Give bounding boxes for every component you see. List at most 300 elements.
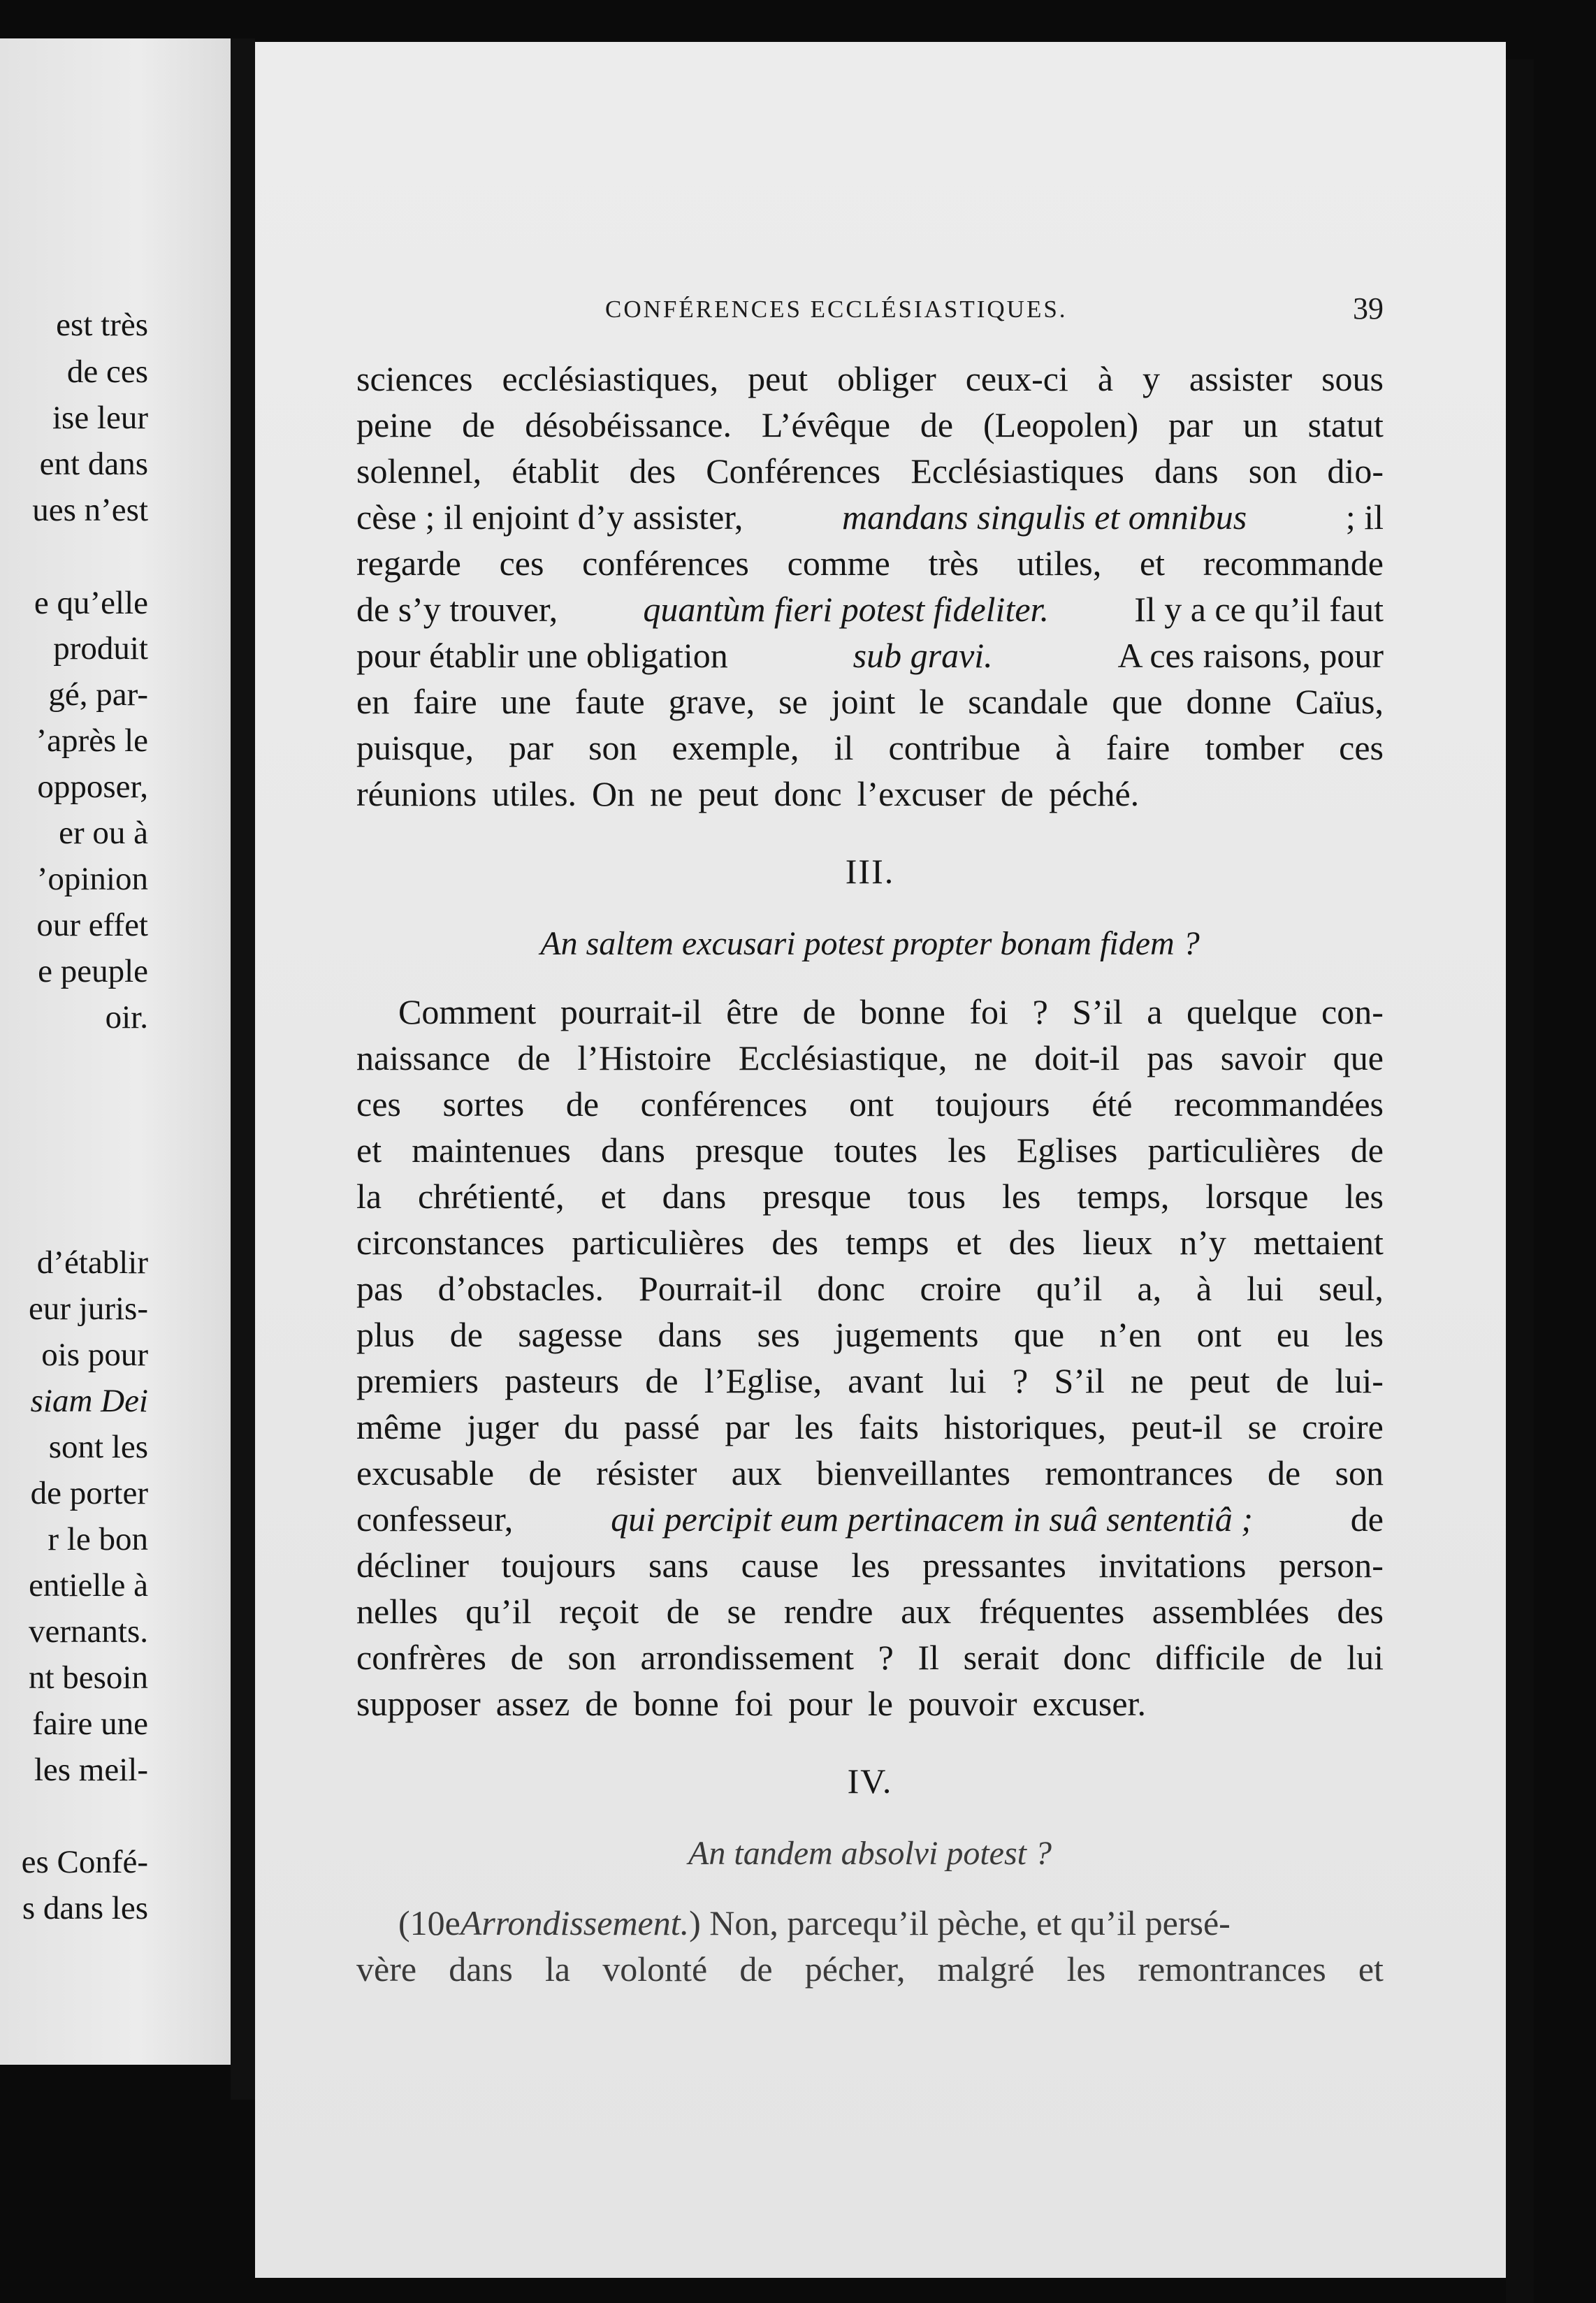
word: désobéissance. (525, 405, 732, 444)
word: son (567, 1638, 616, 1677)
word: et (1358, 1949, 1384, 1989)
word: doit-il (1034, 1038, 1120, 1077)
word: remontrances (1045, 1453, 1233, 1492)
body-line (356, 1498, 1384, 1540)
left-page-line: e qu’elle (34, 585, 148, 621)
word: lieux (1082, 1223, 1153, 1262)
body-text: de (1350, 1499, 1384, 1539)
word: de (645, 1361, 679, 1400)
word: pas (1147, 1038, 1194, 1077)
word: de (1350, 1131, 1384, 1170)
word: fréquentes (978, 1592, 1125, 1631)
body-text: de s’y trouver, (356, 590, 558, 629)
word: ont (1196, 1315, 1242, 1354)
word: tomber (1205, 728, 1305, 767)
word: des (1337, 1592, 1384, 1631)
word: a (1147, 992, 1163, 1031)
word: lui- (1335, 1361, 1384, 1400)
word: à (1196, 1269, 1212, 1308)
body-line (356, 634, 1384, 676)
word: joint (831, 682, 896, 721)
word: que (1112, 682, 1163, 721)
word: invitations (1098, 1546, 1247, 1585)
left-page-line: gé, par- (48, 676, 148, 713)
word: la (545, 1949, 571, 1989)
word: serait (963, 1638, 1039, 1677)
left-page-line: opposer, (37, 769, 148, 805)
word: temps, (1077, 1177, 1170, 1216)
word: établit (512, 451, 600, 491)
left-page-line: siam Dei (30, 1383, 148, 1419)
latin-phrase: sub gravi. (853, 636, 993, 675)
word: de (462, 405, 495, 444)
word: avant (848, 1361, 924, 1400)
body-text: ) Non, parcequ’il pèche, et qu’il persé- (689, 1903, 1231, 1942)
body-line (356, 496, 1384, 538)
word: à (1097, 359, 1114, 398)
left-page-line: e peuple (38, 953, 148, 989)
word: foi (734, 1684, 774, 1723)
word: de (739, 1949, 773, 1989)
word: de (528, 1453, 562, 1492)
word: des (629, 451, 676, 491)
body-text: cèse ; il enjoint d’y assister, (356, 497, 743, 537)
word: péché. (1049, 774, 1140, 813)
section-reference: Arrondissement. (460, 1903, 690, 1942)
left-page-line: entielle à (29, 1567, 148, 1604)
word: ne (974, 1038, 1008, 1077)
word: ces (1339, 728, 1384, 767)
word: ecclésiastiques, (502, 359, 719, 398)
left-page-line: ois pour (41, 1337, 148, 1373)
word: les (1001, 1177, 1041, 1216)
word: assez (495, 1684, 570, 1723)
word: assister (1189, 359, 1293, 398)
left-page-line: d’établir (36, 1244, 148, 1281)
word: de (1267, 1453, 1301, 1492)
word: de (666, 1592, 699, 1631)
word: y (1142, 359, 1160, 398)
left-page-line: ’après le (36, 722, 148, 759)
body-text: pour établir une obligation (356, 636, 728, 675)
word: dans (662, 1177, 727, 1216)
section-question: An tandem absolvi potest ? (688, 1835, 1052, 1872)
left-page-fragment (0, 38, 231, 2065)
word: dans (601, 1131, 665, 1170)
word: solennel, (356, 451, 482, 491)
section-question: An saltem excusari potest propter bonam fidem ? (540, 925, 1200, 962)
left-page-line: er ou à (59, 815, 148, 851)
word: assemblées (1152, 1592, 1310, 1631)
word: son (588, 728, 637, 767)
body-line (356, 1175, 1384, 1217)
word: recommandées (1174, 1084, 1384, 1124)
body-text: Il y a ce qu’il faut (1134, 590, 1384, 629)
word: pas (356, 1269, 403, 1308)
word: nelles (356, 1592, 438, 1631)
body-line (356, 1683, 1384, 1724)
word: des (1008, 1223, 1056, 1262)
word: remontrances (1138, 1949, 1326, 1989)
word: n’en (1099, 1315, 1162, 1354)
body-line (356, 1221, 1384, 1263)
body-text: confesseur, (356, 1499, 514, 1539)
word: les (795, 1407, 834, 1446)
word: a, (1137, 1269, 1162, 1308)
word: de (517, 1038, 551, 1077)
word: lui (1247, 1269, 1284, 1308)
word: confrères (356, 1638, 486, 1677)
word: historiques, (944, 1407, 1106, 1446)
word: Ecclésiastique, (738, 1038, 948, 1077)
body-line (356, 358, 1384, 400)
word: donc (817, 1269, 885, 1308)
word: les (1344, 1315, 1384, 1354)
word: particulières (1147, 1131, 1321, 1170)
word: se (1247, 1407, 1277, 1446)
word: aux (731, 1453, 782, 1492)
word: dans (1154, 451, 1219, 491)
word: arrondissement (640, 1638, 855, 1677)
word: un (1242, 405, 1278, 444)
word: qu’il (1036, 1269, 1103, 1308)
running-head: CONFÉRENCES ECCLÉSIASTIQUES. (605, 296, 1068, 323)
body-line (356, 1590, 1384, 1632)
word: jugements (835, 1315, 979, 1354)
word: dio- (1327, 451, 1384, 491)
word: circonstances (356, 1223, 545, 1262)
left-page-line: ent dans (39, 446, 148, 482)
word: la (356, 1177, 382, 1216)
word: l’excuser (857, 774, 985, 813)
left-page-line: les meil- (34, 1752, 148, 1788)
left-page-line: ise leur (52, 400, 148, 436)
word: maintenues (412, 1131, 571, 1170)
left-page-line: sont les (48, 1429, 148, 1465)
word: faire (1105, 728, 1170, 767)
word: faute (574, 682, 645, 721)
word: contribue (888, 728, 1021, 767)
word: une (500, 682, 551, 721)
word: dans (658, 1315, 723, 1354)
word: et (956, 1223, 982, 1262)
word: à (1055, 728, 1071, 767)
word: grave, (668, 682, 755, 721)
word: excusable (356, 1453, 495, 1492)
word: en (356, 682, 390, 721)
word: On (592, 774, 635, 813)
word: faire (413, 682, 477, 721)
word: volonté (602, 1949, 708, 1989)
gutter-shadow (231, 38, 255, 2100)
word: son (1335, 1453, 1384, 1492)
word: résister (596, 1453, 697, 1492)
word: seul, (1318, 1269, 1384, 1308)
word: faits (858, 1407, 919, 1446)
left-page-line: produit (53, 630, 148, 667)
word: temps (846, 1223, 929, 1262)
word: peut (698, 774, 759, 813)
word: Comment (398, 992, 537, 1031)
body-line (356, 1037, 1384, 1079)
word: de (802, 992, 836, 1031)
word: pressantes (922, 1546, 1066, 1585)
word: cause (741, 1546, 819, 1585)
section-number: IV. (847, 1761, 893, 1801)
word: dans (449, 1949, 513, 1989)
word: toujours (935, 1084, 1050, 1124)
body-line (356, 991, 1384, 1033)
word: person- (1278, 1546, 1384, 1585)
word: d’obstacles. (437, 1269, 604, 1308)
body-line (356, 1902, 1384, 1944)
word: savoir (1220, 1038, 1306, 1077)
body-line (356, 1406, 1384, 1448)
word: particulières (572, 1223, 745, 1262)
word: premiers (356, 1361, 479, 1400)
word: Eglises (1016, 1131, 1118, 1170)
word: reçoit (559, 1592, 639, 1631)
word: aux (901, 1592, 952, 1631)
left-page-line: faire une (32, 1706, 148, 1742)
word: naissance (356, 1038, 491, 1077)
word: obliger (837, 359, 936, 398)
word: ne (650, 774, 683, 813)
word: de (565, 1084, 600, 1124)
word: sagesse (518, 1315, 623, 1354)
word: l’Eglise, (704, 1361, 822, 1400)
left-page-line: est très (56, 307, 148, 343)
word: bienveillantes (816, 1453, 1010, 1492)
body-line (356, 1267, 1384, 1309)
word: de (1289, 1638, 1323, 1677)
word: il (834, 728, 854, 767)
word: foi (969, 992, 1008, 1031)
word: lorsque (1205, 1177, 1309, 1216)
word: lui (949, 1361, 987, 1400)
word: toujours (501, 1546, 616, 1585)
word: croire (1302, 1407, 1384, 1446)
word: Ecclésiastiques (911, 451, 1124, 491)
body-line (356, 681, 1384, 722)
word: presque (762, 1177, 871, 1216)
word: ses (757, 1315, 800, 1354)
word: que (1013, 1315, 1065, 1354)
body-line (356, 542, 1384, 584)
page-number: 39 (1353, 291, 1384, 326)
word: pourrait-il (560, 992, 702, 1031)
word: excuser. (1032, 1684, 1146, 1723)
word: Conférences (706, 451, 881, 491)
latin-phrase: quantùm fieri potest fideliter. (643, 590, 1049, 629)
word: conférences (640, 1084, 808, 1124)
left-page-line: ’opinion (36, 861, 148, 897)
word: et (600, 1177, 626, 1216)
word: ceux-ci (965, 359, 1068, 398)
body-line (356, 1544, 1384, 1586)
word: peut (1189, 1361, 1250, 1400)
body-line (356, 1360, 1384, 1402)
word: les (851, 1546, 890, 1585)
word: L’évêque (761, 405, 891, 444)
word: le (919, 682, 945, 721)
word: quelque (1187, 992, 1298, 1031)
word: S’il (1072, 992, 1123, 1031)
word: très (928, 544, 979, 583)
word: regarde (356, 544, 461, 583)
word: l’Histoire (577, 1038, 712, 1077)
word: et (1139, 544, 1166, 583)
word: Pourrait-il (638, 1269, 783, 1308)
word: sortes (442, 1084, 525, 1124)
word: toutes (834, 1131, 918, 1170)
word: pécher, (804, 1949, 906, 1989)
word: donc (774, 774, 842, 813)
word: bonne (633, 1684, 719, 1723)
word: de (1000, 774, 1034, 813)
left-page-line: our effet (36, 907, 148, 943)
word: chrétienté, (418, 1177, 565, 1216)
body-line (356, 1636, 1384, 1678)
word: les (1344, 1177, 1384, 1216)
word: rendre (783, 1592, 873, 1631)
word: exemple, (672, 728, 799, 767)
word: ? (878, 1638, 894, 1677)
left-page-line: nt besoin (28, 1659, 148, 1696)
word: ne (1131, 1361, 1164, 1400)
section-number: III. (845, 852, 895, 891)
left-page-line: ues n’est (32, 492, 148, 528)
word: juger (467, 1407, 539, 1446)
word: ? (1012, 1361, 1029, 1400)
left-page-line: de porter (30, 1475, 148, 1511)
body-text: (10e (398, 1903, 460, 1942)
word: puisque, (356, 728, 474, 767)
word: peut (748, 359, 808, 398)
word: qu’il (465, 1592, 532, 1631)
word: ? (1032, 992, 1048, 1031)
latin-phrase: qui percipit eum pertinacem in suâ sententiâ ; (611, 1499, 1253, 1539)
word: malgré (937, 1949, 1035, 1989)
body-line (356, 450, 1384, 492)
word: des (771, 1223, 819, 1262)
latin-phrase: mandans singulis et omnibus (842, 497, 1247, 537)
word: scandale (968, 682, 1089, 721)
word: par (1168, 405, 1213, 444)
word: difficile (1155, 1638, 1265, 1677)
body-line (356, 1948, 1384, 1990)
body-line (356, 727, 1384, 769)
word: le (867, 1684, 893, 1723)
word: pasteurs (505, 1361, 620, 1400)
word: de (1275, 1361, 1310, 1400)
body-line (356, 1129, 1384, 1171)
word: été (1091, 1084, 1133, 1124)
body-text: A ces raisons, pour (1117, 636, 1384, 675)
word: presque (695, 1131, 804, 1170)
word: sans (648, 1546, 709, 1585)
word: de (920, 405, 954, 444)
word: statut (1307, 405, 1384, 444)
word: donne (1186, 682, 1272, 721)
word: par (509, 728, 553, 767)
word: utiles, (1017, 544, 1102, 583)
word: plus (356, 1315, 415, 1354)
word: tous (907, 1177, 966, 1216)
word: ont (849, 1084, 894, 1124)
word: son (1248, 451, 1298, 491)
word: sciences (356, 359, 473, 398)
word: par (725, 1407, 770, 1446)
word: Il (917, 1638, 940, 1677)
word: sous (1321, 359, 1384, 398)
word: con- (1321, 992, 1384, 1031)
word: réunions (356, 774, 477, 813)
body-line (356, 588, 1384, 630)
left-page-line: oir. (105, 999, 148, 1036)
page-edge-shadow (1506, 59, 1534, 2303)
word: les (1066, 1949, 1106, 1989)
body-line (356, 404, 1384, 446)
word: que (1333, 1038, 1384, 1077)
word: ces (499, 544, 544, 583)
word: de (585, 1684, 618, 1723)
page-header (356, 293, 1384, 335)
body-line (356, 773, 1384, 815)
body-line (356, 1314, 1384, 1356)
word: recommande (1203, 544, 1384, 583)
word: supposer (356, 1684, 481, 1723)
word: eu (1276, 1315, 1310, 1354)
word: peut-il (1131, 1407, 1223, 1446)
word: donc (1063, 1638, 1131, 1677)
left-page-line: s dans les (22, 1890, 148, 1926)
left-page-line: vernants. (29, 1613, 148, 1650)
body-line (356, 1452, 1384, 1494)
word: conférences (582, 544, 749, 583)
word: ces (356, 1084, 401, 1124)
word: S’il (1054, 1361, 1105, 1400)
word: de (449, 1315, 483, 1354)
word: comme (787, 544, 890, 583)
left-page-line: de ces (66, 354, 148, 390)
left-page-line: r le bon (48, 1521, 148, 1557)
body-line (356, 1083, 1384, 1125)
word: se (727, 1592, 757, 1631)
word: vère (356, 1949, 417, 1989)
word: n’y (1180, 1223, 1226, 1262)
word: de (510, 1638, 544, 1677)
left-page-line: es Confé- (21, 1844, 148, 1880)
word: passé (624, 1407, 700, 1446)
word: mettaient (1253, 1223, 1384, 1262)
word: et (356, 1131, 382, 1170)
word: peine (356, 405, 433, 444)
word: pouvoir (908, 1684, 1017, 1723)
word: croire (920, 1269, 1002, 1308)
word: être (726, 992, 779, 1031)
left-page-line: eur juris- (29, 1291, 148, 1327)
word: pour (788, 1684, 853, 1723)
body-text: ; il (1345, 497, 1384, 537)
word: se (778, 682, 808, 721)
word: lui (1347, 1638, 1384, 1677)
word: les (948, 1131, 987, 1170)
word: même (356, 1407, 442, 1446)
word: utiles. (492, 774, 577, 813)
word: bonne (859, 992, 945, 1031)
word: du (564, 1407, 599, 1446)
